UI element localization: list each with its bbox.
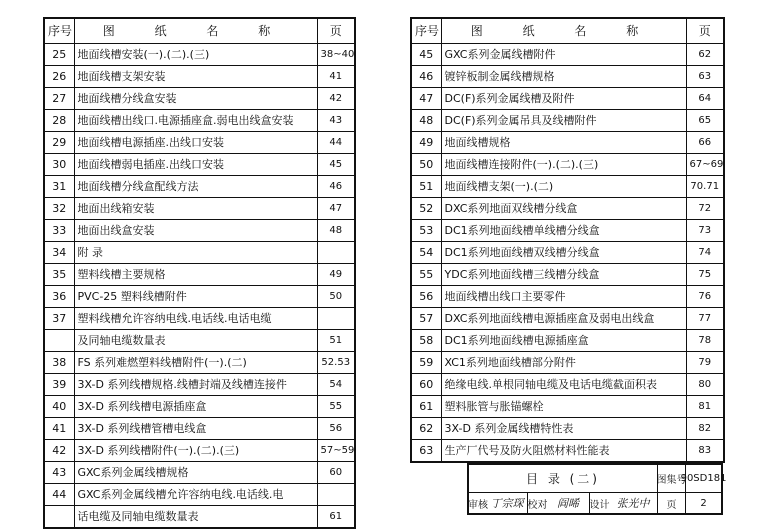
row-title: 地面线槽弱电插座.出线口安装 [74, 154, 317, 176]
table-row [44, 264, 355, 286]
row-title: 地面线槽支架(一).(二) [441, 176, 686, 198]
table-row [44, 88, 355, 110]
row-title: 绝缘电线.单根同轴电缆及电话电缆截面积表 [441, 374, 686, 396]
table-row [44, 110, 355, 132]
row-page: 72 [686, 198, 724, 220]
index-table-right [410, 17, 725, 463]
design-signature: 张光中 [616, 497, 650, 510]
review-signature: 丁宗琛 [490, 497, 524, 510]
table-row [411, 440, 724, 463]
table-row [411, 286, 724, 308]
row-title: 附 录 [74, 242, 317, 264]
row-page: 78 [686, 330, 724, 352]
row-page: 75 [686, 264, 724, 286]
table-header [411, 18, 724, 44]
row-title: FS 系列难燃塑料线槽附件(一).(二) [74, 352, 317, 374]
row-title: DXC系列地面双线槽分线盒 [441, 198, 686, 220]
row-number: 62 [411, 418, 441, 440]
table-header [44, 18, 355, 44]
review-label: 审核 [468, 499, 488, 511]
table-row [411, 396, 724, 418]
table-row [411, 330, 724, 352]
row-number: 52 [411, 198, 441, 220]
atlas-number: 90SD181 [685, 465, 721, 492]
row-number: 57 [411, 308, 441, 330]
row-title: 话电缆及同轴电缆数量表 [74, 506, 317, 529]
table-row [44, 242, 355, 264]
table-row [44, 418, 355, 440]
row-title: 3X-D 系列线槽规格.线槽封端及线槽连接件 [74, 374, 317, 396]
table-row [44, 44, 355, 66]
row-number: 30 [44, 154, 74, 176]
row-page: 49 [317, 264, 355, 286]
row-title: 地面线槽连接附件(一).(二).(三) [441, 154, 686, 176]
title-block [467, 463, 727, 515]
row-number: 42 [44, 440, 74, 462]
table-row [44, 440, 355, 462]
row-title: 地面出线盒安装 [74, 220, 317, 242]
row-page: 45 [317, 154, 355, 176]
row-page: 77 [686, 308, 724, 330]
row-page: 81 [686, 396, 724, 418]
row-title: 地面线槽安装(一).(二).(三) [74, 44, 317, 66]
table-row [411, 66, 724, 88]
row-page: 70.71 [686, 176, 724, 198]
row-page: 73 [686, 220, 724, 242]
row-title: 3X-D 系列金属线槽特性表 [441, 418, 686, 440]
table-row [44, 198, 355, 220]
row-title: XC1系列地面线槽部分附件 [441, 352, 686, 374]
table-row [411, 352, 724, 374]
row-title: YDC系列地面线槽三线槽分线盒 [441, 264, 686, 286]
row-page: 54 [317, 374, 355, 396]
table-row [411, 44, 724, 66]
row-title: 生产厂代号及防火阻燃材料性能表 [441, 440, 686, 463]
table-row [411, 176, 724, 198]
table-row [44, 330, 355, 352]
row-number: 63 [411, 440, 441, 463]
row-number: 35 [44, 264, 74, 286]
row-page: 76 [686, 286, 724, 308]
row-page: 51 [317, 330, 355, 352]
table-row [44, 374, 355, 396]
row-number: 29 [44, 132, 74, 154]
row-page: 79 [686, 352, 724, 374]
row-number: 33 [44, 220, 74, 242]
table-row [44, 308, 355, 330]
drawing-title: 目 录 (二) [526, 472, 600, 486]
row-page: 41 [317, 66, 355, 88]
row-title: 3X-D 系列线槽附件(一).(二).(三) [74, 440, 317, 462]
row-page [317, 308, 355, 330]
row-title: 地面线槽电源插座.出线口安装 [74, 132, 317, 154]
row-page [317, 484, 355, 506]
table-row [411, 88, 724, 110]
table-row [411, 220, 724, 242]
row-title: 镀锌板制金属线槽规格 [441, 66, 686, 88]
row-number: 34 [44, 242, 74, 264]
row-number: 46 [411, 66, 441, 88]
row-number: 36 [44, 286, 74, 308]
row-title: 地面出线箱安装 [74, 198, 317, 220]
table-row [411, 132, 724, 154]
table-row [44, 352, 355, 374]
row-page: 74 [686, 242, 724, 264]
row-title: DC1系列地面线槽单线槽分线盒 [441, 220, 686, 242]
table-row [44, 462, 355, 484]
row-title: 塑料线槽允许容纳电线.电话线.电话电缆 [74, 308, 317, 330]
table-row [411, 418, 724, 440]
index-table-left [43, 17, 356, 529]
atlas-number-label: 图集号 [657, 465, 685, 492]
header-no: 序号 [44, 18, 74, 44]
row-number: 37 [44, 308, 74, 330]
table-row [44, 66, 355, 88]
header-page: 页 [317, 18, 355, 44]
row-page: 80 [686, 374, 724, 396]
row-page: 62 [686, 44, 724, 66]
row-page: 65 [686, 110, 724, 132]
row-page: 42 [317, 88, 355, 110]
row-page: 83 [686, 440, 724, 463]
row-number [44, 506, 74, 529]
row-number: 53 [411, 220, 441, 242]
row-page: 52.53 [317, 352, 355, 374]
row-number: 28 [44, 110, 74, 132]
row-number: 49 [411, 132, 441, 154]
row-title: 塑料线槽主要规格 [74, 264, 317, 286]
table-row [44, 396, 355, 418]
row-title: DXC系列地面线槽电源插座盒及弱电出线盒 [441, 308, 686, 330]
row-title: 地面线槽支架安装 [74, 66, 317, 88]
design-label: 设计 [589, 493, 609, 513]
row-title: 3X-D 系列线槽管槽电线盒 [74, 418, 317, 440]
row-number: 54 [411, 242, 441, 264]
table-row [411, 198, 724, 220]
table-row [44, 286, 355, 308]
row-title: 地面线槽出线口主要零件 [441, 286, 686, 308]
row-title: DC1系列地面线槽电源插座盒 [441, 330, 686, 352]
row-page: 66 [686, 132, 724, 154]
row-title: 塑料胀管与胀锚螺栓 [441, 396, 686, 418]
header-title: 图 纸 名 称 [441, 18, 686, 44]
row-number: 47 [411, 88, 441, 110]
row-number: 51 [411, 176, 441, 198]
row-page: 47 [317, 198, 355, 220]
table-row [411, 308, 724, 330]
table-row [411, 154, 724, 176]
row-page: 57~59 [317, 440, 355, 462]
row-page: 61 [317, 506, 355, 529]
table-row [411, 242, 724, 264]
row-title: 地面线槽分线盒配线方法 [74, 176, 317, 198]
row-number [44, 330, 74, 352]
table-row [44, 154, 355, 176]
row-title: 3X-D 系列线槽电源插座盒 [74, 396, 317, 418]
row-title: PVC-25 塑料线槽附件 [74, 286, 317, 308]
row-page: 55 [317, 396, 355, 418]
row-number: 61 [411, 396, 441, 418]
row-page: 56 [317, 418, 355, 440]
row-number: 45 [411, 44, 441, 66]
row-title: GXC系列金属线槽规格 [74, 462, 317, 484]
row-number: 48 [411, 110, 441, 132]
title-block-top-row [469, 465, 727, 493]
table-row [411, 264, 724, 286]
row-number: 26 [44, 66, 74, 88]
row-number: 44 [44, 484, 74, 506]
check-label: 校对 [527, 493, 547, 513]
row-number: 55 [411, 264, 441, 286]
table-row [44, 132, 355, 154]
row-number: 27 [44, 88, 74, 110]
row-title: GXC系列金属线槽附件 [441, 44, 686, 66]
row-page: 63 [686, 66, 724, 88]
check-signature: 阎晞 [557, 497, 579, 510]
row-number: 43 [44, 462, 74, 484]
row-page [317, 242, 355, 264]
header-page: 页 [686, 18, 724, 44]
row-page: 44 [317, 132, 355, 154]
row-title: DC1系列地面线槽双线槽分线盒 [441, 242, 686, 264]
row-title: 地面线槽分线盒安装 [74, 88, 317, 110]
row-title: 地面线槽规格 [441, 132, 686, 154]
page-label: 页 [657, 493, 685, 513]
row-number: 56 [411, 286, 441, 308]
row-page: 48 [317, 220, 355, 242]
table-row [44, 484, 355, 506]
table-row [44, 220, 355, 242]
row-number: 40 [44, 396, 74, 418]
table-row [411, 110, 724, 132]
header-title: 图 纸 名 称 [74, 18, 317, 44]
title-block-signature-row [469, 493, 721, 513]
row-page: 38~40 [317, 44, 355, 66]
row-page: 67~69 [686, 154, 724, 176]
row-number: 32 [44, 198, 74, 220]
row-page: 82 [686, 418, 724, 440]
row-page: 43 [317, 110, 355, 132]
row-number: 31 [44, 176, 74, 198]
row-number: 41 [44, 418, 74, 440]
row-title: 及同轴电缆数量表 [74, 330, 317, 352]
row-title: 地面线槽出线口.电源插座盒.弱电出线盒安装 [74, 110, 317, 132]
row-title: GXC系列金属线槽允许容纳电线.电话线.电 [74, 484, 317, 506]
row-number: 60 [411, 374, 441, 396]
row-page: 60 [317, 462, 355, 484]
page-number: 2 [685, 493, 721, 513]
row-page: 50 [317, 286, 355, 308]
row-title: DC(F)系列金属线槽及附件 [441, 88, 686, 110]
row-number: 59 [411, 352, 441, 374]
row-number: 38 [44, 352, 74, 374]
row-number: 50 [411, 154, 441, 176]
row-page: 64 [686, 88, 724, 110]
row-number: 58 [411, 330, 441, 352]
table-row [44, 176, 355, 198]
row-number: 25 [44, 44, 74, 66]
table-row [44, 506, 355, 529]
row-title: DC(F)系列金属吊具及线槽附件 [441, 110, 686, 132]
row-page: 46 [317, 176, 355, 198]
table-row [411, 374, 724, 396]
row-number: 39 [44, 374, 74, 396]
header-no: 序号 [411, 18, 441, 44]
